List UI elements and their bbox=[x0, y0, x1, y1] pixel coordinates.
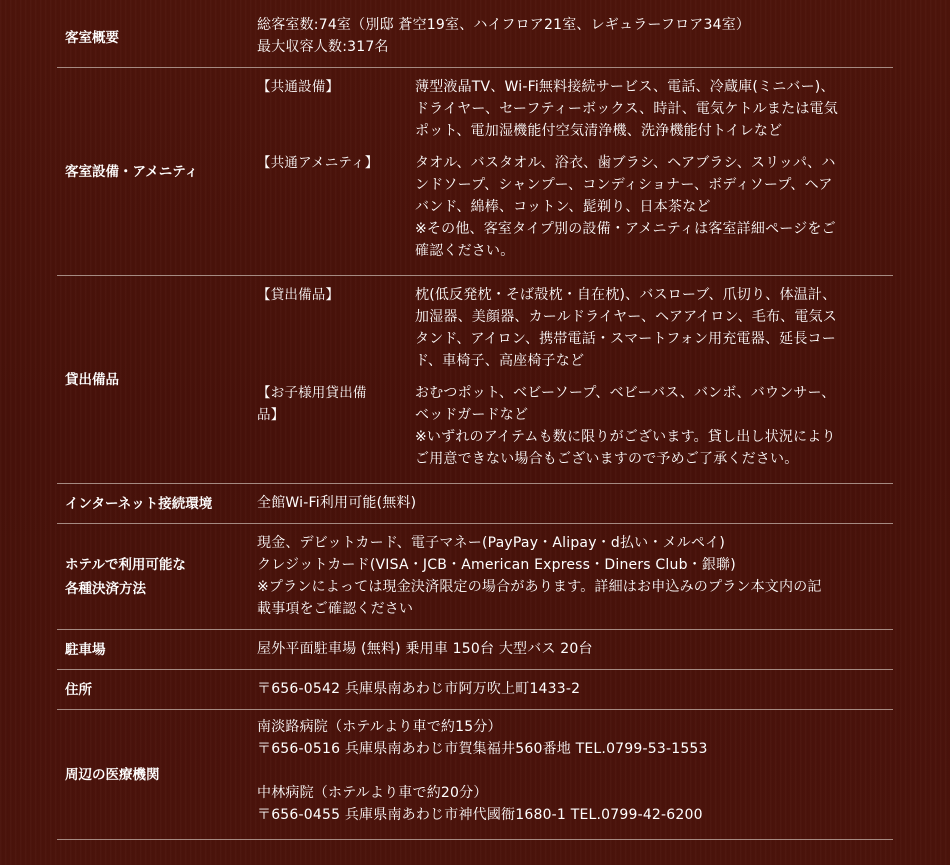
text-line: 載事項をご確認ください bbox=[257, 601, 414, 617]
text-line: 加湿器、美顔器、カールドライヤー、ヘアアイロン、毛布、電気ス bbox=[415, 309, 837, 325]
heading-line: ホテルで利用可能な bbox=[65, 556, 186, 573]
row-payment bbox=[57, 524, 893, 630]
text-line: ンドソープ、シャンプー、コンディショナー、ボディソープ、ヘア bbox=[415, 177, 833, 193]
row-heading: 貸出備品 bbox=[65, 371, 119, 388]
text-line: 現金、デビットカード、電子マネー(PayPay・Alipay・d払い・メルペイ) bbox=[257, 535, 726, 551]
text-line: クレジットカード(VISA・JCB・American Express・Diners Club・銀聯) bbox=[257, 557, 736, 573]
sub-group-common-equipment bbox=[257, 76, 893, 142]
row-content bbox=[257, 630, 893, 669]
sub-label-line: 品】 bbox=[257, 407, 285, 423]
row-address bbox=[57, 670, 893, 710]
row-content bbox=[257, 670, 893, 709]
text-line: ドライヤー、セーフティーボックス、時計、電気ケトルまたは電気 bbox=[415, 101, 838, 117]
text-line: おむつポット、ベビーソープ、ベビーバス、バンボ、バウンサー、 bbox=[415, 385, 836, 401]
text-line: 屋外平面駐車場 (無料) 乗用車 150台 大型バス 20台 bbox=[257, 641, 593, 657]
sub-group-common-amenity bbox=[257, 152, 893, 262]
sub-label bbox=[257, 382, 415, 470]
text-line: 最大収容人数:317名 bbox=[257, 39, 389, 55]
sub-group-kids-rental bbox=[257, 382, 893, 470]
text-line: 〒656-0542 兵庫県南あわじ市阿万吹上町1433-2 bbox=[257, 681, 581, 697]
row-content bbox=[257, 276, 893, 483]
row-parking bbox=[57, 630, 893, 670]
text-line: ド、車椅子、高座椅子など bbox=[415, 353, 585, 369]
row-heading bbox=[57, 524, 257, 629]
sub-label: 【貸出備品】 bbox=[257, 287, 340, 303]
sub-label: 【共通アメニティ】 bbox=[257, 155, 379, 171]
heading-line: 各種決済方法 bbox=[65, 580, 146, 597]
row-amenities bbox=[57, 68, 893, 276]
hospital-detail: 〒656-0516 兵庫県南あわじ市賀集福井560番地 TEL.0799-53-1553 bbox=[257, 741, 708, 757]
hospital-detail: 〒656-0455 兵庫県南あわじ市神代國衙1680-1 TEL.0799-42-6200 bbox=[257, 807, 703, 823]
row-rental bbox=[57, 276, 893, 484]
hospital-name: 南淡路病院（ホテルより車で約15分） bbox=[257, 719, 502, 735]
text-line: 全館Wi-Fi利用可能(無料) bbox=[257, 495, 417, 511]
facility-info-table bbox=[57, 8, 893, 840]
row-heading: 客室概要 bbox=[65, 29, 119, 46]
text-line: ベッドガードなど bbox=[415, 407, 529, 423]
sub-group-rental bbox=[257, 284, 893, 372]
row-content bbox=[257, 524, 893, 629]
row-content bbox=[257, 8, 893, 67]
row-heading: 住所 bbox=[65, 681, 92, 698]
row-heading: 客室設備・アメニティ bbox=[65, 163, 199, 180]
text-line: 確認ください。 bbox=[415, 243, 515, 259]
hospital-name: 中林病院（ホテルより車で約20分） bbox=[257, 785, 488, 801]
row-heading: 駐車場 bbox=[65, 641, 106, 658]
sub-label: 【共通設備】 bbox=[257, 79, 340, 95]
text-line: バンド、綿棒、コットン、髭剃り、日本茶など bbox=[415, 199, 711, 215]
text-line: 総客室数:74室（別邸 蒼空19室、ハイフロア21室、レギュラーフロア34室） bbox=[257, 17, 751, 33]
sub-text bbox=[415, 152, 893, 262]
row-heading: 周辺の医療機関 bbox=[65, 766, 160, 783]
row-content bbox=[257, 484, 893, 523]
text-line: ご用意できない場合もございますので予めご了承ください。 bbox=[415, 451, 799, 467]
sub-text bbox=[415, 382, 893, 470]
sub-label-line: 【お子様用貸出備 bbox=[257, 385, 367, 401]
row-heading: インターネット接続環境 bbox=[65, 495, 213, 512]
text-line: ポット、電加湿機能付空気清浄機、洗浄機能付トイレなど bbox=[415, 123, 783, 139]
row-content bbox=[257, 68, 893, 275]
row-internet bbox=[57, 484, 893, 524]
text-line: 薄型液晶TV、Wi-Fi無料接続サービス、電話、冷蔵庫(ミニバー)、 bbox=[415, 79, 835, 95]
text-line: 枕(低反発枕・そば殻枕・自在枕)、バスローブ、爪切り、体温計、 bbox=[415, 287, 837, 303]
text-line: ※プランによっては現金決済限定の場合があります。詳細はお申込みのプラン本文内の記 bbox=[257, 579, 822, 595]
text-line: タオル、バスタオル、浴衣、歯ブラシ、ヘアブラシ、スリッパ、ハ bbox=[415, 155, 836, 171]
text-line: ※その他、客室タイプ別の設備・アメニティは客室詳細ページをご bbox=[415, 221, 836, 237]
text-line: タンド、アイロン、携帯電話・スマートフォン用充電器、延長コー bbox=[415, 331, 836, 347]
sub-text bbox=[415, 76, 893, 142]
sub-text bbox=[415, 284, 893, 372]
row-rooms bbox=[57, 8, 893, 68]
row-medical bbox=[57, 710, 893, 840]
text-line: ※いずれのアイテムも数に限りがございます。貸し出し状況により bbox=[415, 429, 836, 445]
row-content bbox=[257, 710, 893, 839]
